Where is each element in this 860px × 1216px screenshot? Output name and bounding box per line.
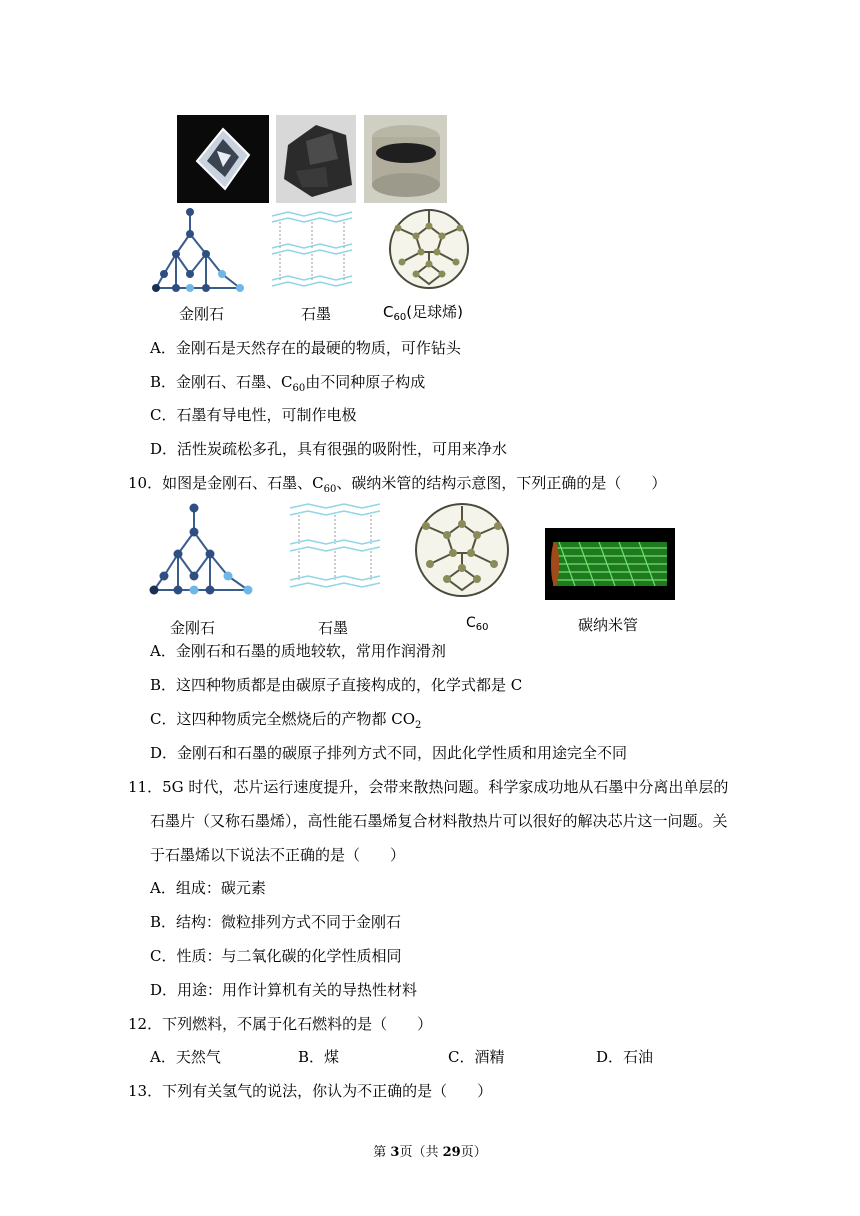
q10-caption-c60-prefix: C [466, 615, 476, 631]
q12-option-d [596, 1047, 653, 1067]
option-text: 组成：碳元素 [175, 879, 266, 897]
q11-stem-line-1 [128, 777, 728, 797]
stem-text: 5G 时代，芯片运行速度提升，会带来散热问题。科学家成功地从石墨中分离出单层的 [162, 778, 729, 796]
q10-caption-nanotube: 碳纳米管 [578, 616, 639, 634]
question-number: 10． [128, 474, 163, 492]
option-text-before: 金刚石、石墨、C [176, 373, 293, 391]
diamond-photo [177, 115, 269, 203]
footer-suffix: 页） [460, 1145, 487, 1160]
q10-option-d [150, 743, 627, 763]
footer-page-number: 3 [390, 1145, 400, 1160]
graphite-structure-diagram [268, 208, 358, 293]
q10-c60-diagram [412, 500, 512, 600]
option-letter: A． [150, 1048, 176, 1066]
q9-option-d [150, 439, 507, 459]
q10-graphite-diagram [286, 500, 386, 595]
q10-option-a [150, 641, 446, 661]
q10-stem [128, 473, 666, 500]
q11-option-a [150, 878, 266, 898]
option-letter: B． [150, 913, 177, 931]
option-letter: B． [150, 676, 177, 694]
option-letter: D． [150, 744, 178, 762]
diamond-structure-diagram [150, 208, 250, 298]
option-text: 煤 [324, 1048, 340, 1066]
q11-stem-line-2: 石墨片（又称石墨烯），高性能石墨烯复合材料散热片可以很好的解决芯片这一问题。关 [150, 812, 728, 830]
option-letter: C． [150, 947, 177, 965]
c60-powder-photo [364, 115, 447, 203]
subscript: 60 [292, 383, 306, 394]
subscript: 60 [323, 484, 337, 495]
option-text: 结构：微粒排列方式不同于金刚石 [176, 913, 402, 931]
q12-option-c [448, 1047, 505, 1067]
option-letter: C． [150, 406, 177, 424]
footer-prefix: 第 [373, 1145, 391, 1160]
option-text-after: 由不同种原子构成 [305, 373, 426, 391]
q12-stem [128, 1014, 432, 1034]
q10-caption-diamond: 金刚石 [170, 619, 216, 637]
question-number: 11． [128, 778, 163, 796]
option-letter: C． [150, 710, 177, 728]
q10-option-c [150, 709, 421, 736]
q9-option-a [150, 338, 461, 358]
option-letter: A． [150, 879, 176, 897]
option-text: 这四种物质都是由碳原子直接构成的，化学式都是 C [176, 676, 523, 694]
q12-option-b [298, 1047, 339, 1067]
q10-option-b [150, 675, 522, 695]
fig1-caption-c60-suffix: (足球烯) [406, 303, 463, 321]
fig1-caption-c60-sub: 60 [393, 312, 407, 323]
option-text: 天然气 [175, 1048, 221, 1066]
q9-option-c [150, 405, 357, 425]
q10-caption-c60 [466, 615, 489, 633]
fig1-caption-c60 [383, 301, 463, 323]
stem-after: 、碳纳米管的结构示意图，下列正确的是（ ） [336, 474, 667, 492]
c60-structure-diagram [386, 206, 472, 292]
option-text: 用途：用作计算机有关的导热性材料 [177, 981, 418, 999]
option-text: 酒精 [474, 1048, 505, 1066]
option-text: 性质：与二氧化碳的化学性质相同 [176, 947, 402, 965]
option-letter: A． [150, 339, 176, 357]
option-text: 金刚石和石墨的碳原子排列方式不同，因此化学性质和用途完全不同 [177, 744, 628, 762]
footer-total-pages: 29 [442, 1145, 461, 1160]
option-letter: D． [596, 1048, 624, 1066]
q13-stem [128, 1081, 492, 1101]
option-letter: B． [298, 1048, 325, 1066]
question-number: 12． [128, 1015, 163, 1033]
option-letter: A． [150, 642, 176, 660]
option-letter: D． [150, 981, 178, 999]
option-text: 金刚石是天然存在的最硬的物质，可作钻头 [175, 339, 461, 357]
option-letter: B． [150, 373, 177, 391]
fig1-caption-c60-prefix: C [383, 303, 394, 321]
graphite-photo [276, 115, 356, 203]
fig1-caption-graphite: 石墨 [301, 305, 332, 323]
stem-text: 下列燃料，不属于化石燃料的是（ ） [162, 1015, 433, 1033]
option-letter: C． [448, 1048, 475, 1066]
q10-caption-c60-sub: 60 [475, 622, 489, 633]
stem-text: 下列有关氢气的说法，你认为不正确的是（ ） [162, 1082, 493, 1100]
q10-diamond-diagram [148, 502, 258, 602]
q10-caption-graphite: 石墨 [318, 619, 349, 637]
page-footer [0, 1141, 860, 1160]
q9-option-b [150, 372, 425, 399]
option-text: 石墨有导电性，可制作电极 [176, 406, 357, 424]
question-number: 13． [128, 1082, 163, 1100]
subscript: 2 [415, 720, 422, 731]
option-text-before: 这四种物质完全燃烧后的产物都 CO [176, 710, 416, 728]
q12-option-a [150, 1047, 221, 1067]
option-text: 石油 [623, 1048, 654, 1066]
option-letter: D． [150, 440, 178, 458]
fig1-caption-diamond: 金刚石 [179, 305, 225, 323]
option-text: 活性炭疏松多孔，具有很强的吸附性，可用来净水 [177, 440, 508, 458]
option-text: 金刚石和石墨的质地较软，常用作润滑剂 [175, 642, 446, 660]
footer-middle: 页（共 [399, 1145, 443, 1160]
stem-before: 如图是金刚石、石墨、C [162, 474, 324, 492]
q11-stem-line-3: 于石墨烯以下说法不正确的是（ ） [150, 846, 406, 864]
q11-option-d [150, 980, 417, 1000]
q11-option-b [150, 912, 401, 932]
q11-option-c [150, 946, 402, 966]
q10-nanotube-image [545, 528, 675, 600]
